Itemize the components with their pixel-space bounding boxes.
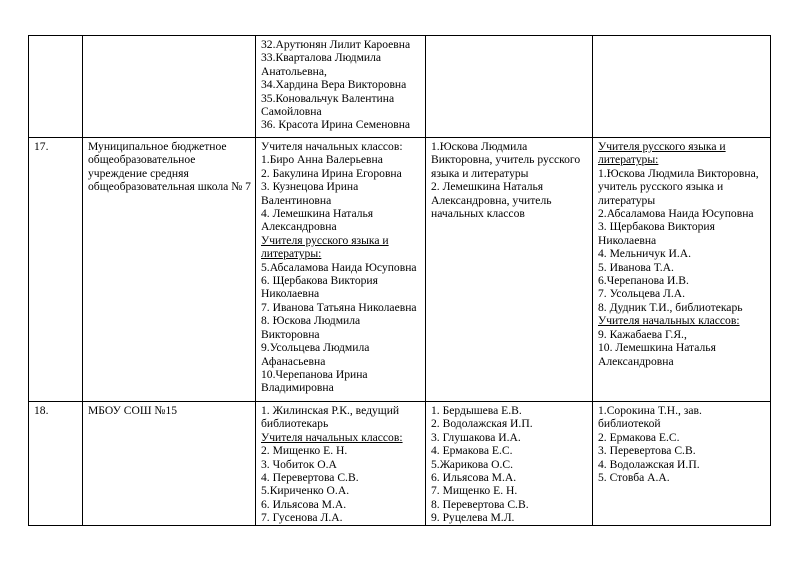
cell-line: 3. Щербакова Виктория	[598, 220, 715, 234]
cell-line: 7. Усольцева Л.А.	[598, 287, 686, 301]
cell-line: литературы	[598, 193, 656, 207]
responsible-cell	[426, 138, 593, 402]
section-heading: Учителя начальных классов:	[598, 314, 740, 328]
cell-line: 9. Руцелева М.Л.	[431, 511, 515, 525]
cell-line: учитель русского языка и	[598, 180, 724, 194]
responsible-cell	[426, 402, 593, 526]
cell-line: 1. Бердышева Е.В.	[431, 404, 522, 417]
section-heading: Учителя русского языка и	[261, 233, 389, 247]
cell-line: 1.Юскова Людмила	[431, 140, 528, 153]
participants-cell	[593, 138, 771, 402]
staff-list-cell	[256, 402, 426, 526]
cell-line: 35.Коновальчук Валентина	[261, 91, 395, 105]
cell-line: 10.Черепанова Ирина	[261, 367, 368, 381]
table-row	[29, 36, 771, 138]
cell-line: 6.Черепанова И.В.	[598, 274, 689, 288]
cell-line: 7. Гусенова Л.А.	[261, 511, 343, 525]
cell-line: Анатольевна,	[261, 64, 327, 78]
participants-cell	[593, 402, 771, 526]
section-heading: литературы:	[598, 153, 659, 167]
cell-line: 2. Лемешкина Наталья	[431, 180, 544, 194]
cell-line: 2. Ермакова Е.С.	[598, 430, 680, 444]
cell-line: 3. Чобиток О.А	[261, 457, 337, 471]
cell-line: Муниципальное бюджетное	[88, 140, 227, 153]
school-cell	[83, 36, 256, 138]
cell-line: 1.Юскова Людмила Викторовна,	[598, 166, 759, 180]
cell-line: 8. Дудник Т.И., библиотекарь	[598, 300, 743, 314]
cell-line: языка и литературы	[431, 166, 529, 180]
cell-line: 9. Кажабаева Г.Я.,	[598, 327, 687, 341]
table-row	[29, 138, 771, 402]
cell-line: Александровна	[598, 354, 674, 368]
cell-line: 4. Перевертова С.В.	[261, 471, 359, 485]
cell-line: Николаевна	[598, 233, 657, 247]
cell-line: 5.Кириченко О.А.	[261, 484, 350, 498]
cell-line: 36. Красота Ирина Семеновна	[261, 118, 411, 132]
cell-line: общеобразовательное	[88, 153, 196, 167]
cell-line: 2. Мищенко Е. Н.	[261, 444, 348, 458]
cell-line: общеобразовательная школа № 7	[88, 180, 251, 194]
cell-line: Самойловна	[261, 105, 322, 119]
cell-line: 9.Усольцева Людмила	[261, 341, 370, 355]
cell-line: 7. Мищенко Е. Н.	[431, 484, 518, 498]
cell-line: 5. Иванова Т.А.	[598, 260, 674, 274]
cell-line: 4. Лемешкина Наталья	[261, 207, 374, 221]
cell-line: 5. Стовба А.А.	[598, 471, 670, 485]
cell-line: 4. Водолажская И.П.	[598, 457, 700, 471]
cell-line: 3. Перевертова С.В.	[598, 444, 696, 458]
cell-line: 2. Бакулина Ирина Егоровна	[261, 166, 402, 180]
cell-line: начальных классов	[431, 207, 525, 221]
cell-line: 34.Хардина Вера Викторовна	[261, 78, 407, 92]
cell-line: 5.Абсаламова Наида Юсуповна	[261, 260, 417, 274]
section-heading: Учителя начальных классов:	[261, 430, 403, 444]
cell-line: 6. Ильясова М.А.	[431, 471, 517, 485]
cell-line: библиотекарь	[261, 417, 329, 431]
cell-line: 33.Кварталова Людмила	[261, 51, 382, 65]
cell-line: Александровна	[261, 220, 337, 234]
staff-table	[28, 35, 771, 526]
cell-line: 32.Арутюнян Лилит Кароевна	[261, 38, 411, 51]
cell-line: учреждение средняя	[88, 166, 189, 180]
cell-line: 17.	[34, 140, 49, 153]
cell-line: 2.Абсаламова Наида Юсуповна	[598, 207, 754, 221]
number-cell	[29, 138, 83, 402]
cell-line: Валентиновна	[261, 193, 332, 207]
cell-line: 3. Кузнецова Ирина	[261, 180, 359, 194]
cell-line: 3. Глушакова И.А.	[431, 430, 521, 444]
cell-line: Учителя начальных классов:	[261, 140, 403, 153]
staff-list-cell	[256, 36, 426, 138]
table-row	[29, 402, 771, 526]
cell-line: 8. Перевертова С.В.	[431, 497, 529, 511]
cell-line: 8. Юскова Людмила	[261, 314, 361, 328]
section-heading: литературы:	[261, 247, 322, 261]
cell-line: 1. Жилинская Р.К., ведущий	[261, 404, 400, 417]
school-cell	[83, 138, 256, 402]
cell-line: 5.Жарикова О.С.	[431, 457, 514, 471]
cell-line: Николаевна	[261, 287, 320, 301]
school-cell	[83, 402, 256, 526]
cell-line: 6. Ильясова М.А.	[261, 497, 347, 511]
participants-cell	[593, 36, 771, 138]
cell-line: 10. Лемешкина Наталья	[598, 341, 716, 355]
cell-line: 4. Ермакова Е.С.	[431, 444, 513, 458]
cell-line: библиотекой	[598, 417, 661, 431]
cell-line: 2. Водолажская И.П.	[431, 417, 533, 431]
cell-line: МБОУ СОШ №15	[88, 404, 178, 417]
cell-line: 4. Мельничук И.А.	[598, 247, 692, 261]
cell-line: Афанасьевна	[261, 354, 326, 368]
number-cell	[29, 36, 83, 138]
number-cell	[29, 402, 83, 526]
cell-line: 7. Иванова Татьяна Николаевна	[261, 300, 417, 314]
cell-line: Владимировна	[261, 381, 334, 395]
cell-line: Викторовна, учитель русского	[431, 153, 581, 167]
cell-line: 18.	[34, 404, 49, 417]
section-heading: Учителя русского языка и	[598, 140, 726, 153]
cell-line: 6. Щербакова Виктория	[261, 274, 378, 288]
responsible-cell	[426, 36, 593, 138]
cell-line: Александровна, учитель	[431, 193, 552, 207]
cell-line: Викторовна	[261, 327, 320, 341]
cell-line: 1.Сорокина Т.Н., зав.	[598, 404, 702, 417]
cell-line: 1.Биро Анна Валерьевна	[261, 153, 383, 167]
staff-list-cell	[256, 138, 426, 402]
